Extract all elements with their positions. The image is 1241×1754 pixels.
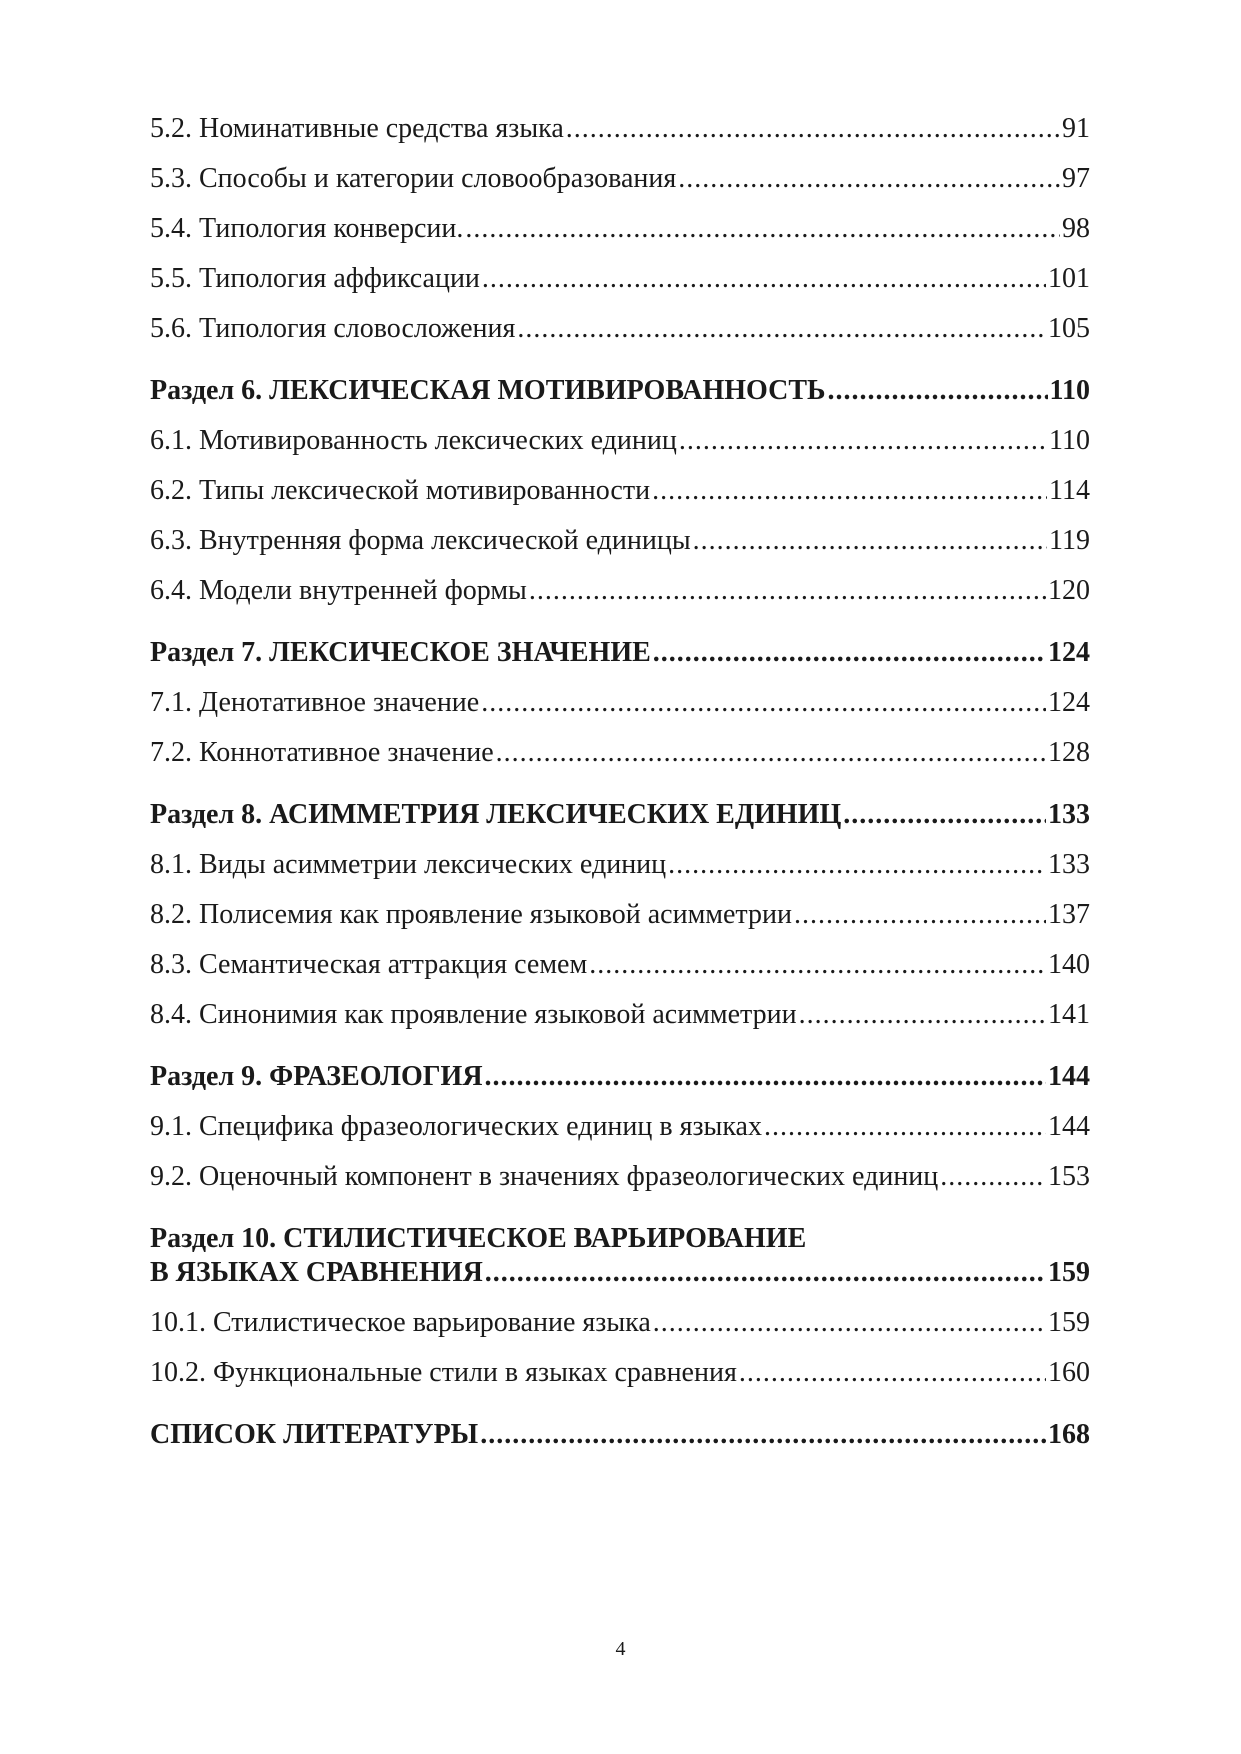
- toc-entry-page: 160: [1048, 1357, 1090, 1388]
- dot-leader: [799, 998, 1046, 1032]
- dot-leader: [828, 374, 1048, 408]
- toc-section-label: Раздел 9. ФРАЗЕОЛОГИЯ: [150, 1061, 483, 1092]
- toc-entry: [150, 312, 1090, 346]
- toc-section-label: Раздел 8. АСИММЕТРИЯ ЛЕКСИЧЕСКИХ ЕДИНИЦ: [150, 799, 842, 830]
- toc-section-page: 133: [1048, 799, 1090, 830]
- dot-leader: [764, 1110, 1046, 1144]
- toc-section-heading: [150, 1222, 1090, 1256]
- toc-entry-label: 8.4. Синонимия как проявление языковой асимметрии: [150, 999, 797, 1030]
- toc-entry: [150, 1110, 1090, 1144]
- dot-leader: [668, 848, 1046, 882]
- toc-section-label: Раздел 6. ЛЕКСИЧЕСКАЯ МОТИВИРОВАННОСТЬ: [150, 375, 826, 406]
- dot-leader: [653, 636, 1046, 670]
- toc-entry-label: 6.4. Модели внутренней формы: [150, 575, 527, 606]
- dot-leader: [653, 1306, 1046, 1340]
- toc-entry: [150, 1306, 1090, 1340]
- toc-entry: [150, 474, 1090, 508]
- dot-leader: [843, 798, 1046, 832]
- dot-leader: [482, 262, 1046, 296]
- toc-entry-page: 101: [1048, 263, 1090, 294]
- toc-section-heading: [150, 1060, 1090, 1094]
- dot-leader: [480, 1418, 1046, 1452]
- toc-section-label: Раздел 10. СТИЛИСТИЧЕСКОЕ ВАРЬИРОВАНИЕ: [150, 1223, 807, 1254]
- table-of-contents: [150, 112, 1090, 1452]
- toc-entry-label: 10.1. Стилистическое варьирование языка: [150, 1307, 651, 1338]
- toc-entry: [150, 112, 1090, 146]
- toc-entry-page: 144: [1048, 1111, 1090, 1142]
- toc-entry-page: 120: [1048, 575, 1090, 606]
- toc-section-label: В ЯЗЫКАХ СРАВНЕНИЯ: [150, 1257, 483, 1288]
- dot-leader: [517, 312, 1046, 346]
- toc-section-heading: [150, 798, 1090, 832]
- toc-entry-label: 6.1. Мотивированность лексических единиц: [150, 425, 677, 456]
- toc-section-label: Раздел 7. ЛЕКСИЧЕСКОЕ ЗНАЧЕНИЕ: [150, 637, 651, 668]
- toc-entry: [150, 1356, 1090, 1390]
- toc-entry-page: 159: [1048, 1307, 1090, 1338]
- toc-entry-page: 119: [1049, 525, 1090, 556]
- toc-entry-label: 8.2. Полисемия как проявление языковой асимметрии: [150, 899, 792, 930]
- toc-section-page: 168: [1048, 1419, 1090, 1450]
- dot-leader: [794, 898, 1046, 932]
- toc-section-heading: [150, 374, 1090, 408]
- toc-section-page: 110: [1049, 375, 1090, 406]
- dot-leader: [693, 524, 1047, 558]
- toc-entry-page: 114: [1049, 475, 1090, 506]
- toc-entry: [150, 848, 1090, 882]
- toc-entry-label: 6.2. Типы лексической мотивированности: [150, 475, 651, 506]
- dot-leader: [739, 1356, 1046, 1390]
- toc-entry: [150, 686, 1090, 720]
- toc-entry-label: 5.6. Типология словосложения: [150, 313, 516, 344]
- toc-entry-page: 140: [1048, 949, 1090, 980]
- toc-entry-page: 128: [1048, 737, 1090, 768]
- toc-section-page: 124: [1048, 637, 1090, 668]
- toc-entry-page: 110: [1049, 425, 1090, 456]
- toc-entry: [150, 574, 1090, 608]
- dot-leader: [679, 424, 1047, 458]
- toc-entry: [150, 736, 1090, 770]
- dot-leader: [465, 212, 1060, 246]
- toc-entry-label: 6.3. Внутренняя форма лексической единицы: [150, 525, 691, 556]
- toc-entry-label: 5.3. Способы и категории словообразования: [150, 163, 677, 194]
- toc-entry: [150, 162, 1090, 196]
- toc-entry: [150, 424, 1090, 458]
- toc-entry-page: 141: [1048, 999, 1090, 1030]
- toc-entry: [150, 898, 1090, 932]
- dot-leader: [566, 112, 1060, 146]
- toc-entry-page: 137: [1048, 899, 1090, 930]
- toc-section-heading: [150, 1418, 1090, 1452]
- toc-entry-label: 9.1. Специфика фразеологических единиц в языках: [150, 1111, 762, 1142]
- toc-entry-label: 9.2. Оценочный компонент в значениях фразеологических единиц: [150, 1161, 939, 1192]
- dot-leader: [652, 474, 1047, 508]
- toc-entry-page: 133: [1048, 849, 1090, 880]
- toc-entry-label: 8.1. Виды асимметрии лексических единиц: [150, 849, 667, 880]
- toc-entry-label: 8.3. Семантическая аттракция семем: [150, 949, 588, 980]
- toc-entry-label: 7.1. Денотативное значение: [150, 687, 480, 718]
- toc-entry-page: 97: [1062, 163, 1090, 194]
- toc-entry: [150, 212, 1090, 246]
- dot-leader: [529, 574, 1046, 608]
- toc-section-label: СПИСОК ЛИТЕРАТУРЫ: [150, 1419, 479, 1450]
- toc-section-page: 144: [1048, 1061, 1090, 1092]
- toc-entry: [150, 1160, 1090, 1194]
- toc-entry-label: 5.2. Номинативные средства языка: [150, 113, 564, 144]
- toc-entry-page: 124: [1048, 687, 1090, 718]
- dot-leader: [481, 686, 1046, 720]
- toc-entry-label: 10.2. Функциональные стили в языках сравнения: [150, 1357, 737, 1388]
- toc-section-heading: [150, 636, 1090, 670]
- toc-entry: [150, 948, 1090, 982]
- toc-entry-label: 5.4. Типология конверсии.: [150, 213, 464, 244]
- toc-entry-label: 7.2. Коннотативное значение: [150, 737, 494, 768]
- toc-section-page: 159: [1048, 1257, 1090, 1288]
- dot-leader: [678, 162, 1060, 196]
- page-number: 4: [615, 1638, 626, 1660]
- dot-leader: [496, 736, 1046, 770]
- dot-leader: [485, 1256, 1046, 1290]
- toc-entry-page: 91: [1062, 113, 1090, 144]
- toc-entry: [150, 524, 1090, 558]
- toc-entry-page: 98: [1062, 213, 1090, 244]
- toc-entry-label: 5.5. Типология аффиксации: [150, 263, 480, 294]
- dot-leader: [589, 948, 1046, 982]
- toc-section-heading-continued: [150, 1256, 1090, 1290]
- toc-entry: [150, 998, 1090, 1032]
- toc-entry: [150, 262, 1090, 296]
- dot-leader: [940, 1160, 1046, 1194]
- toc-entry-page: 105: [1048, 313, 1090, 344]
- dot-leader: [485, 1060, 1046, 1094]
- toc-entry-page: 153: [1048, 1161, 1090, 1192]
